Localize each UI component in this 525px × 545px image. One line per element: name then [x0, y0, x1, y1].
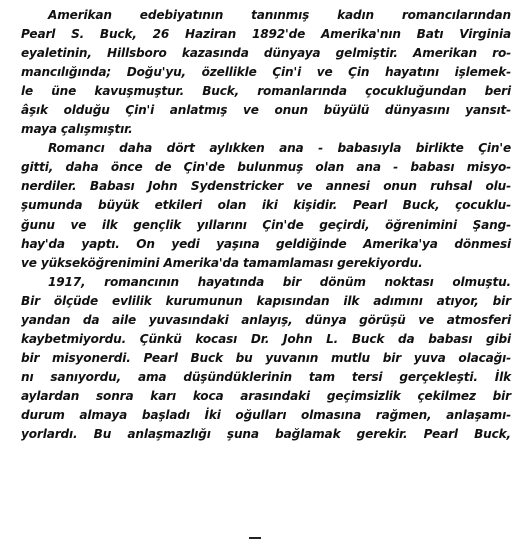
text-line: nı sanıyordu, ama düşündüklerinin tam tersi gerçekleşti. İlk	[21, 369, 511, 384]
text-line: 1917, romancının hayatında bir dönüm noktası olmuştu.	[48, 274, 511, 289]
text-line: le üne kavuşmuştur. Buck, romanlarında çocukluğundan beri	[21, 84, 511, 99]
document-page	[21, 6, 511, 444]
text-line: yandan da aile yuvasındaki anlayış, dünya görüşü ve atmosferi	[21, 312, 511, 327]
text-line: yorlardı. Bu anlaşmazlığı şuna bağlamak gerekir. Pearl Buck,	[21, 427, 511, 442]
paragraph-2	[21, 139, 511, 272]
text-line: durum almaya başladı İki oğulları olmasına rağmen, anlaşamı-	[21, 407, 511, 422]
text-line: şumunda büyük etkileri olan iki kişidir. Pearl Buck, çocuklu-	[21, 198, 511, 213]
paragraph-3	[21, 273, 511, 444]
text-line: nerdiler. Babası John Sydenstricker ve annesi onun ruhsal olu-	[21, 179, 511, 194]
text-line: Bir ölçüde evlilik kurumunun kapısından ilk adımını atıyor, bir	[21, 293, 511, 308]
text-line: ğunu ve ilk gençlik yıllarını Çin'de geçirdi, öğrenimini Şang-	[21, 217, 511, 232]
text-line: bir misyonerdi. Pearl Buck bu yuvanın mutlu bir yuva olacağı-	[21, 350, 511, 365]
text-line: Pearl S. Buck, 26 Haziran 1892'de Amerika'nın Batı Virginia	[21, 27, 511, 42]
page-mark	[249, 537, 261, 539]
text-line: hay'da yaptı. On yedi yaşına geldiğinde Amerika'ya dönmesi	[21, 236, 511, 251]
text-line: aylardan sonra karı koca arasındaki geçimsizlik çekilmez bir	[21, 388, 511, 403]
text-line: Romancı daha dört aylıkken ana - babasıyla birlikte Çin'e	[48, 141, 511, 156]
text-line: ve yükseköğrenimini Amerika'da tamamlaması gerekiyordu.	[21, 255, 423, 270]
text-line: kaybetmiyordu. Çünkü kocası Dr. John L. Buck da babası gibi	[21, 331, 511, 346]
text-line: âşık olduğu Çin'i anlatmış ve onun büyülü dünyasını yansıt-	[21, 103, 511, 118]
text-line: gitti, daha önce de Çin'de bulunmuş olan ana - babası misyo-	[21, 160, 511, 175]
text-line: Amerikan edebiyatının tanınmış kadın romancılarından	[48, 8, 511, 22]
paragraph-1	[21, 6, 511, 139]
text-line: eyaletinin, Hillsboro kazasında dünyaya gelmiştir. Amerikan ro-	[21, 46, 511, 61]
text-line: mancılığında; Doğu'yu, özellikle Çin'i ve Çin hayatını işlemek-	[21, 65, 511, 80]
text-line: maya çalışmıştır.	[21, 122, 133, 137]
